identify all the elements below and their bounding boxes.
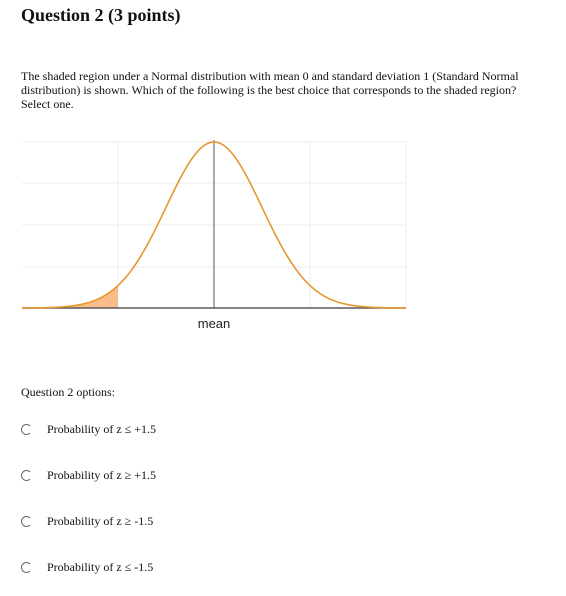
radio-button-icon[interactable] [21,470,32,481]
normal-distribution-figure [0,128,430,338]
question-text: The shaded region under a Normal distribution with mean 0 and standard deviation 1 (Standard Normal distribution) is shown. Which of the following is the best choice that corresponds to the shaded region? Select one. [21,69,519,111]
radio-button-icon[interactable] [21,424,32,435]
mean-axis-label: mean [197,316,231,331]
option-label: Probability of z ≥ -1.5 [47,513,154,528]
question-title: Question 2 (3 points) [21,5,181,25]
radio-button-icon[interactable] [21,562,32,573]
option-3[interactable] [21,512,153,530]
option-label: Probability of z ≥ +1.5 [47,467,157,482]
options-heading: Question 2 options: [21,385,116,399]
option-label: Probability of z ≤ -1.5 [47,559,154,574]
radio-button-icon[interactable] [21,516,32,527]
option-2[interactable] [21,466,156,484]
option-label: Probability of z ≤ +1.5 [47,421,157,436]
option-1[interactable] [21,420,156,438]
option-4[interactable] [21,558,153,576]
